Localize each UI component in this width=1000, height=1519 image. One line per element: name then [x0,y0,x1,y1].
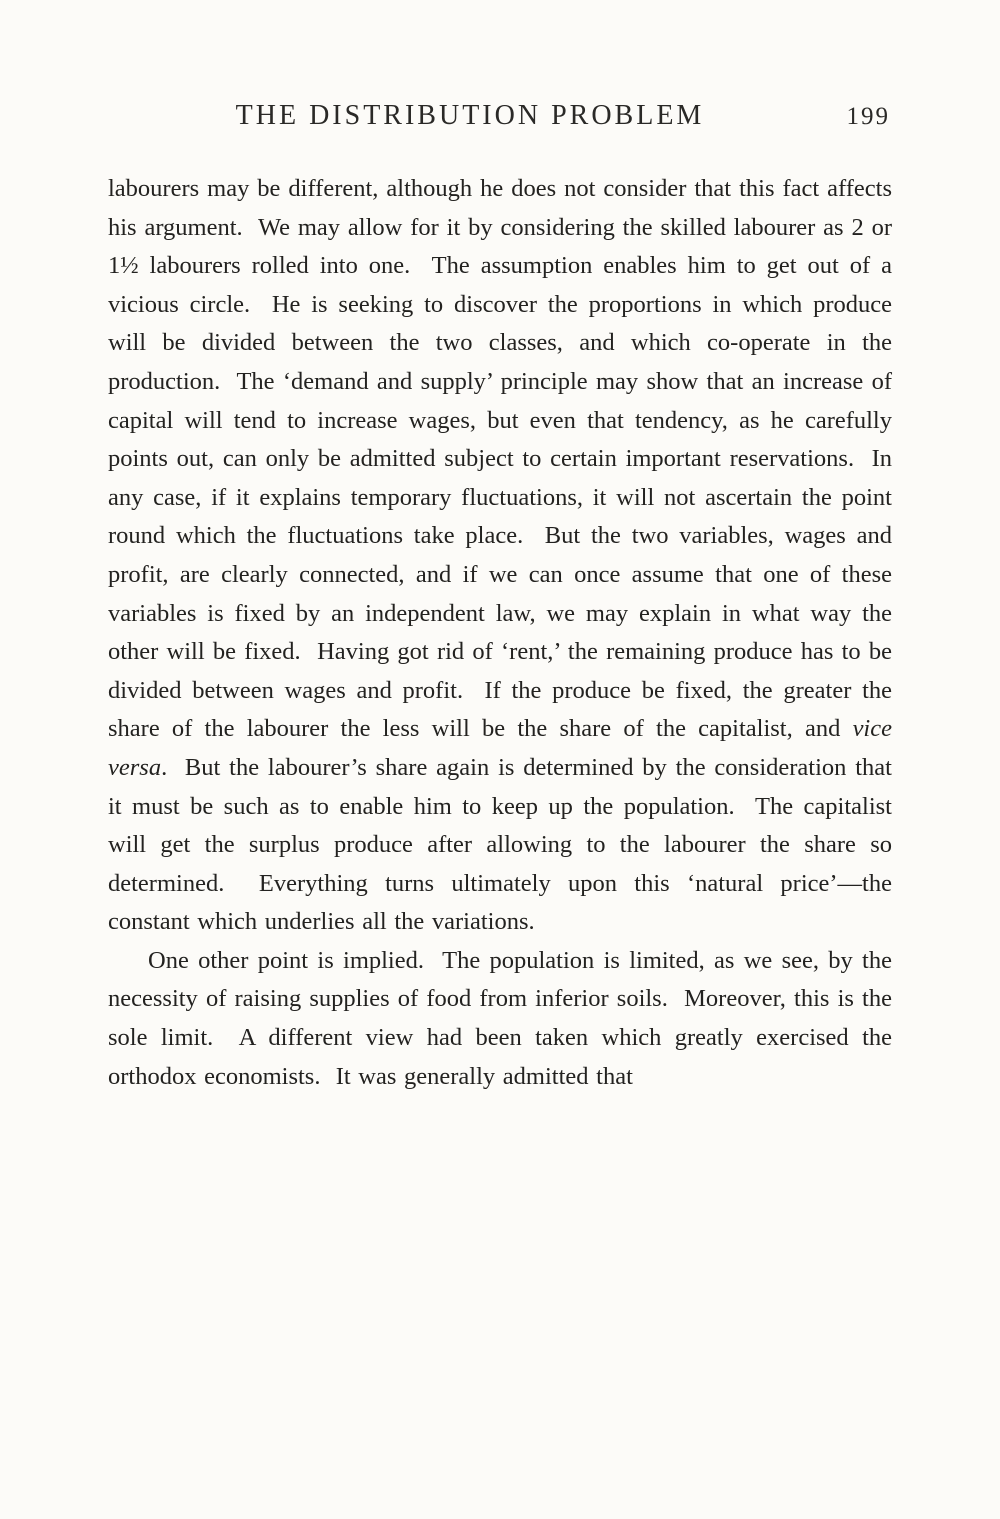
paragraph-1-text: labourers may be different, although he does not consider that this fact affects his argument. We may allow for it by considering the skilled labourer as 2 or 1½ labourers rolled into one. The assumption enables him to get out of a vicious circle. He is seeking to discover the proportions in which produce will be divided between the two classes, and which co-operate in the production. The ‘demand and supply’ principle may show that an increase of capital will tend to increase wages, but even that tendency, as he carefully points out, can only be admitted subject to certain important reservations. In any case, if it explains temporary fluctuations, it will not ascertain the point round which the fluctuations take place. But the two variables, wages and profit, are clearly connected, and if we can once assume that one of these variables is fixed by an independent law, we may explain in what way the other will be fixed. Having got rid of ‘rent,’ the remaining produce has to be divided between wages and profit. If the produce be fixed, the greater the share of the labourer the less will be the share of the capitalist, and [108,175,900,743]
paragraph-1-text-continued: . But the labourer’s share again is determined by the consideration that it must be such as to enable him to keep up the population. The capitalist will get the surplus produce after allowing to the labourer the share so determined. Everything turns ultimately upon this ‘natural price’—the constant which underlies all the variations. [108,753,900,936]
text-column [108,100,900,1096]
paragraph-1-italic-phrase: vice versa [108,715,900,781]
page-number: 199 [846,103,890,130]
paragraph-1 [108,170,900,942]
running-title: THE DISTRIBUTION PROBLEM [235,100,705,131]
paragraph-2-text: One other point is implied. The population is limited, as we see, by the necessity of raising supplies of food from inferior soils. Moreover, this is the sole limit. A different view had been taken which greatly exercised the orthodox economists. It was generally admitted that [108,946,900,1090]
page-header [108,100,892,144]
paragraph-2 [108,942,900,1096]
